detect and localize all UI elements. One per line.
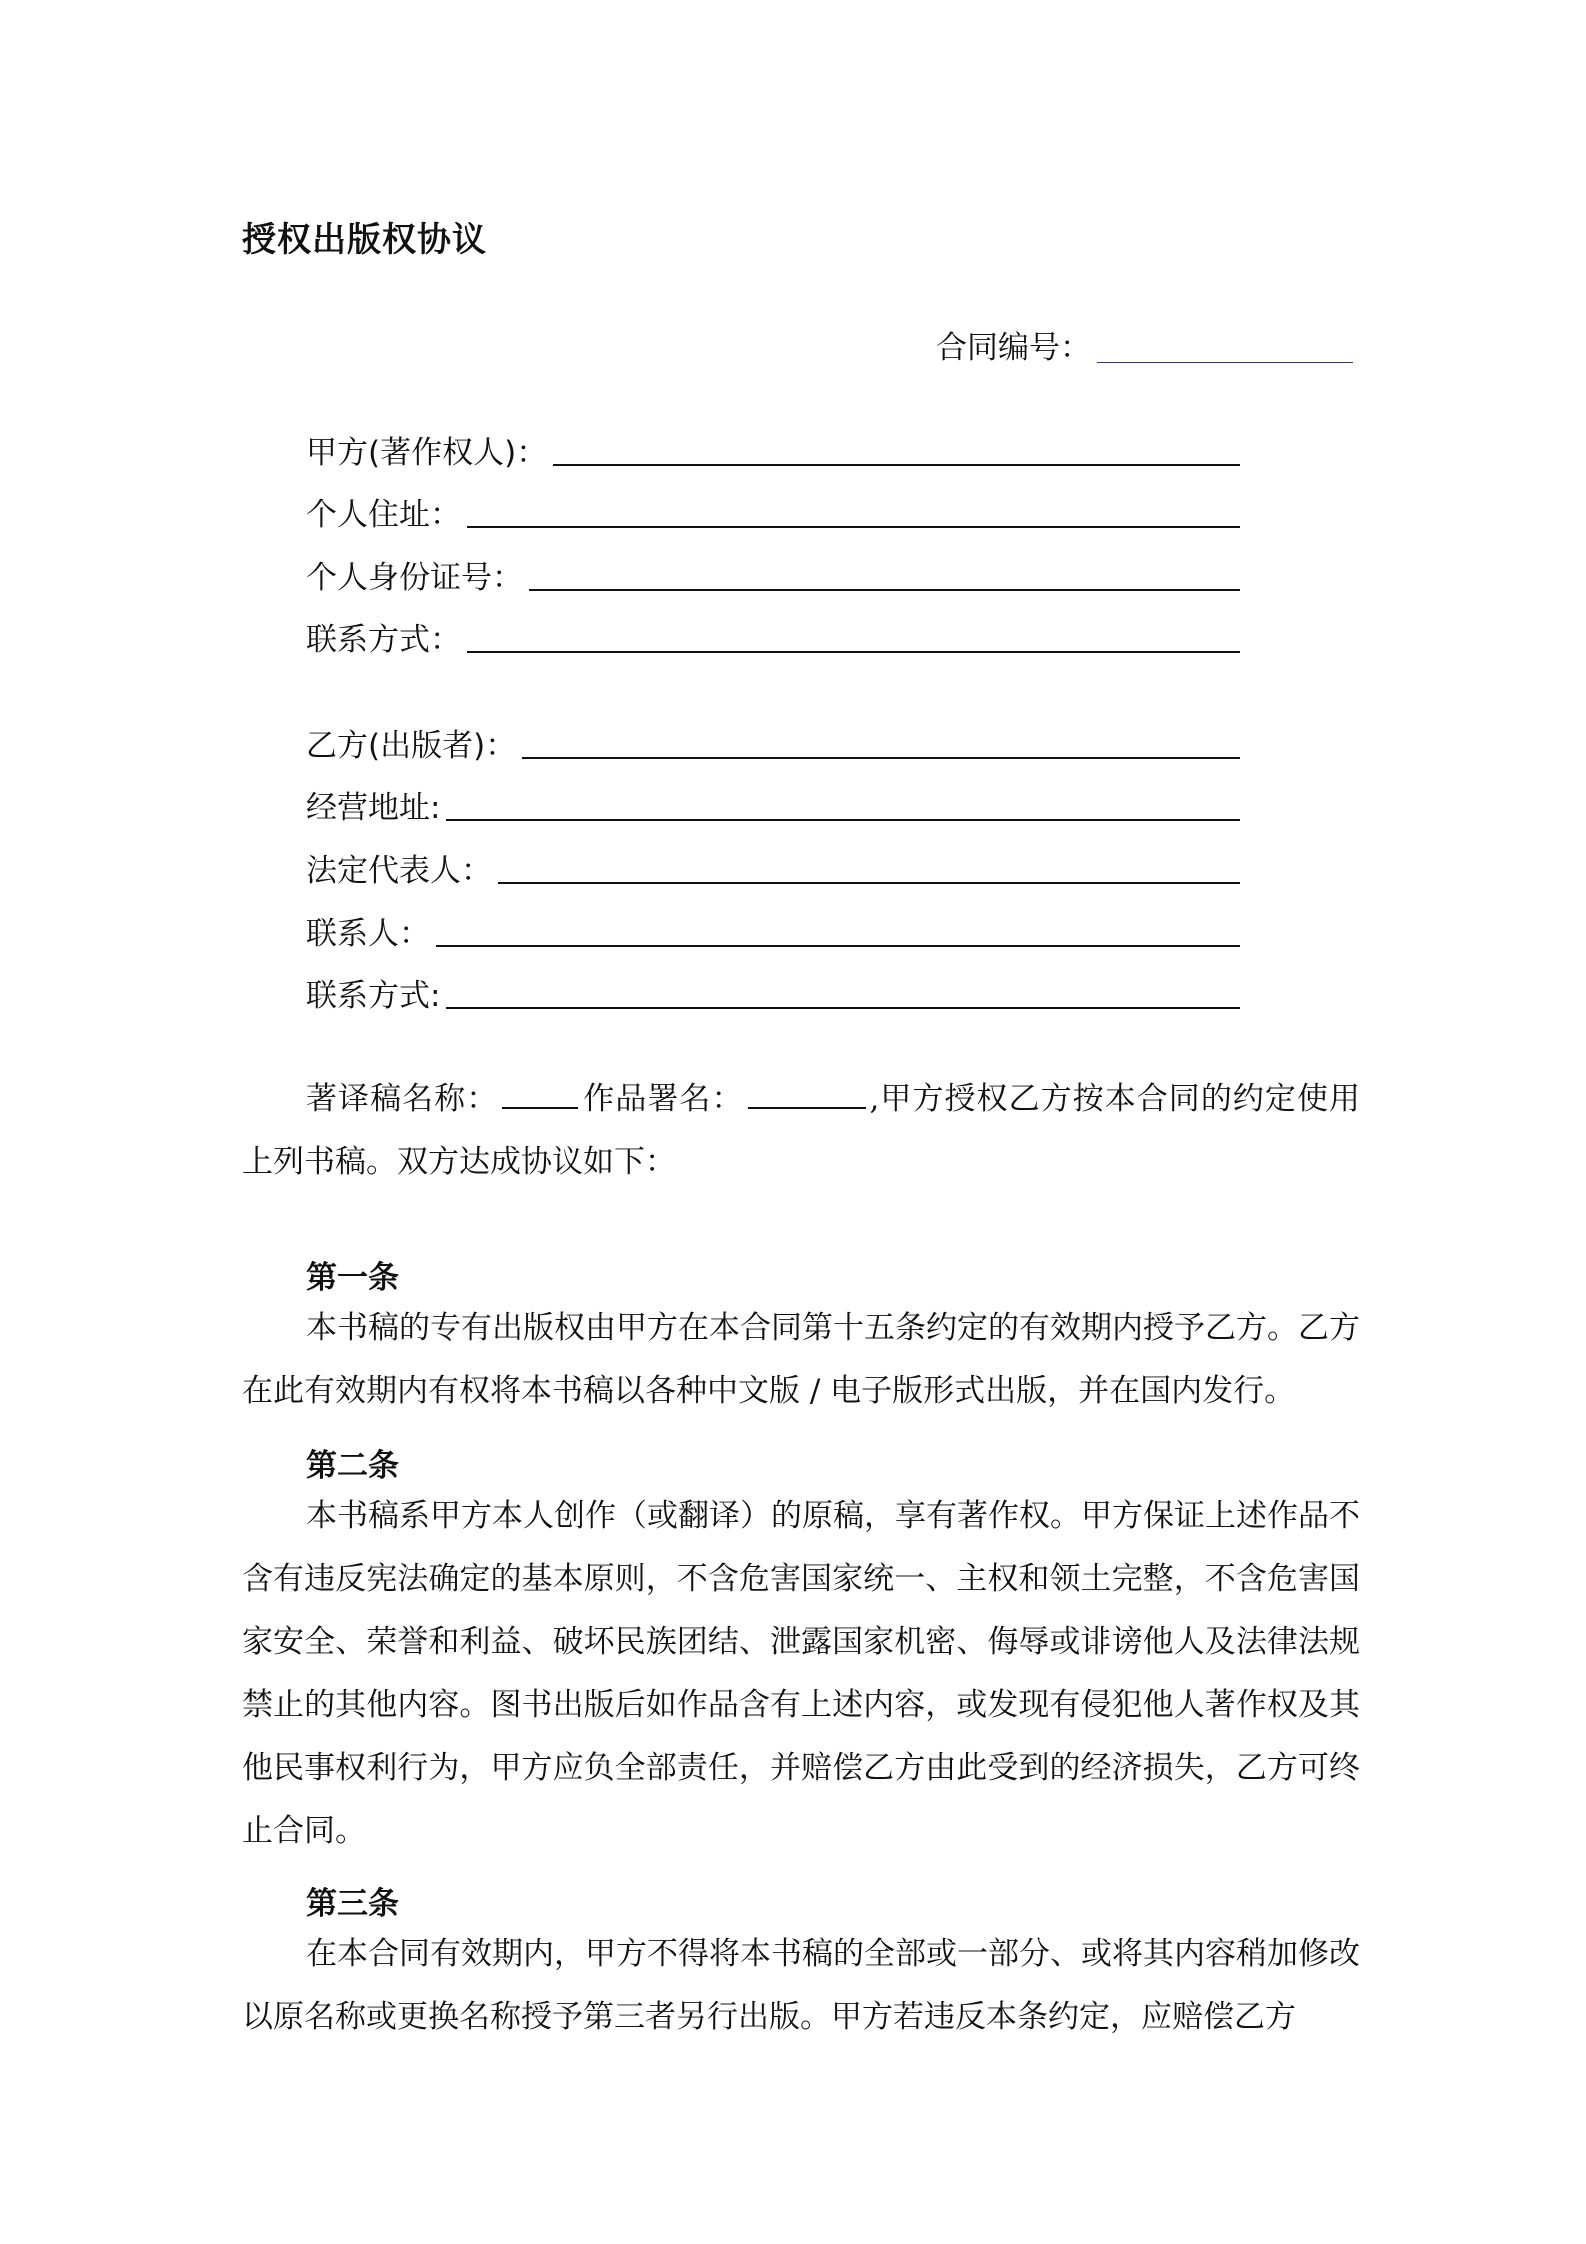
party-b-name-label: 乙方(出版者)： <box>306 728 517 764</box>
intro-paragraph <box>242 1068 1360 1194</box>
party-a-id-field <box>306 553 1240 597</box>
party-a-id-blank[interactable] <box>529 589 1240 591</box>
intro-rest-text: ,甲方授权乙方按本合同的约定使用上列书稿。双方达成协议如下： <box>242 1081 1361 1180</box>
party-b-name-field <box>306 721 1240 765</box>
party-a-name-label: 甲方(著作权人)： <box>306 435 548 471</box>
article-2-text: 本书稿系甲方本人创作（或翻译）的原稿，享有著作权。甲方保证上述作品不含有违反宪法确定的基本原则，不含危害国家统一、主权和领土完整，不含危害国家安全、荣誉和利益、破坏民族团结、泄露国家机密、侮辱或诽谤他人及法律法规禁止的其他内容。图书出版后如作品含有上述内容，或发现有侵犯他人著作权及其他民事权利行为，甲方应负全部责任，并赔偿乙方由此受到的经济损失，乙方可终止合同。 <box>242 1498 1360 1849</box>
article-1-heading: 第一条 <box>306 1260 399 1296</box>
party-b-person-label: 联系人： <box>306 916 430 952</box>
contract-number-field <box>936 322 1353 367</box>
article-2-heading: 第二条 <box>306 1448 399 1484</box>
article-3-heading: 第三条 <box>306 1886 399 1922</box>
author-blank[interactable] <box>748 1107 866 1109</box>
party-b-contact-field <box>306 971 1240 1015</box>
contract-number-blank[interactable] <box>1097 362 1353 363</box>
party-a-name-field <box>306 428 1240 472</box>
work-name-label: 著译稿名称： <box>306 1081 499 1117</box>
party-b-contact-label: 联系方式: <box>306 978 441 1014</box>
party-a-id-label: 个人身份证号： <box>306 560 523 596</box>
work-name-blank[interactable] <box>502 1107 578 1109</box>
party-a-contact-label: 联系方式： <box>306 622 461 658</box>
author-label: 作品署名： <box>582 1081 744 1117</box>
party-a-name-blank[interactable] <box>553 464 1240 466</box>
party-b-contact-blank[interactable] <box>446 1007 1240 1009</box>
party-b-person-blank[interactable] <box>436 945 1240 947</box>
party-a-contact-field <box>306 615 1240 659</box>
party-a-address-label: 个人住址： <box>306 497 461 533</box>
article-1-text: 本书稿的专有出版权由甲方在本合同第十五条约定的有效期内授予乙方。乙方在此有效期内有权将本书稿以各种中文版 / 电子版形式出版，并在国内发行。 <box>242 1310 1360 1409</box>
party-b-rep-blank[interactable] <box>498 882 1240 884</box>
party-b-address-blank[interactable] <box>446 819 1240 821</box>
party-b-person-field <box>306 909 1240 953</box>
party-b-address-label: 经营地址: <box>306 790 441 826</box>
article-3-text: 在本合同有效期内，甲方不得将本书稿的全部或一部分、或将其内容稍加修改以原名称或更换名称授予第三者另行出版。甲方若违反本条约定，应赔偿乙方 <box>242 1936 1360 2035</box>
contract-number-label: 合同编号： <box>936 330 1091 366</box>
party-b-address-field <box>306 783 1240 827</box>
party-a-contact-blank[interactable] <box>467 651 1240 653</box>
party-a-address-field <box>306 490 1240 534</box>
party-b-name-blank[interactable] <box>522 757 1240 759</box>
party-b-rep-label: 法定代表人： <box>306 853 492 889</box>
party-b-rep-field <box>306 846 1240 890</box>
party-a-address-blank[interactable] <box>467 526 1240 528</box>
document-title: 授权出版权协议 <box>242 220 487 260</box>
